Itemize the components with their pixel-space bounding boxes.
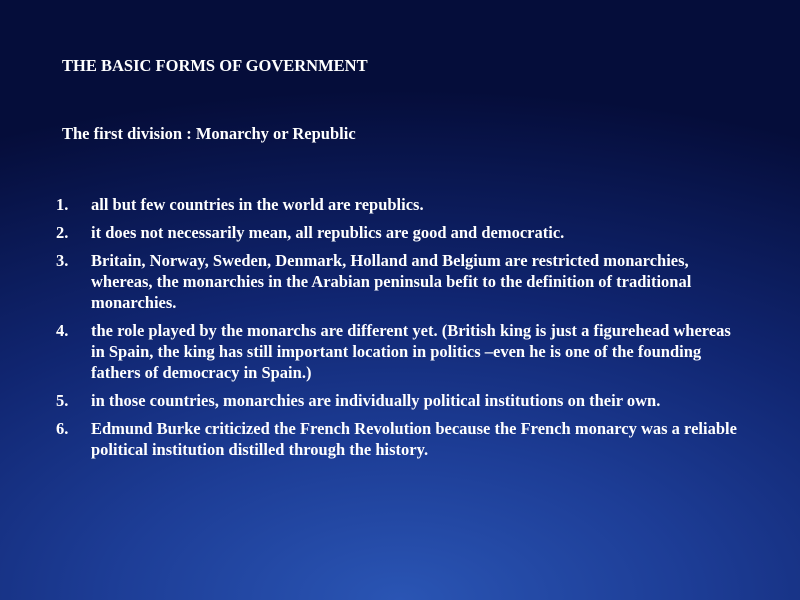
list-item-number: 4. — [56, 321, 69, 340]
numbered-list — [56, 194, 746, 467]
list-item — [56, 390, 746, 411]
list-item-text: all but few countries in the world are republics. — [91, 195, 424, 214]
list-item — [56, 250, 746, 313]
list-item-number: 1. — [56, 195, 69, 214]
list-item — [56, 194, 746, 215]
list-item — [56, 222, 746, 243]
list-item-number: 2. — [56, 223, 69, 242]
list-item-number: 3. — [56, 251, 69, 270]
list-item-text: in those countries, monarchies are individually political institutions on their own. — [91, 391, 661, 410]
list-item-text: Britain, Norway, Sweden, Denmark, Holland and Belgium are restricted monarchies, whereas, the monarchies in the Arabian peninsula befit to the definition of traditional monarchies. — [91, 251, 692, 312]
list-item-number: 5. — [56, 391, 69, 410]
list-item-text: it does not necessarily mean, all republics are good and democratic. — [91, 223, 565, 242]
list-item — [56, 418, 746, 460]
slide-subtitle: The first division : Monarchy or Republic — [62, 124, 356, 143]
list-item-text: the role played by the monarchs are different yet. (British king is just a figurehead whereas in Spain, the king has still important location in politics –even he is one of the founding fathers of democracy in Spain.) — [91, 321, 731, 382]
list-item-number: 6. — [56, 419, 69, 438]
slide-title: THE BASIC FORMS OF GOVERNMENT — [62, 56, 368, 75]
list-item — [56, 320, 746, 383]
list-item-text: Edmund Burke criticized the French Revolution because the French monarcy was a reliable political institution distilled through the history. — [91, 419, 737, 459]
